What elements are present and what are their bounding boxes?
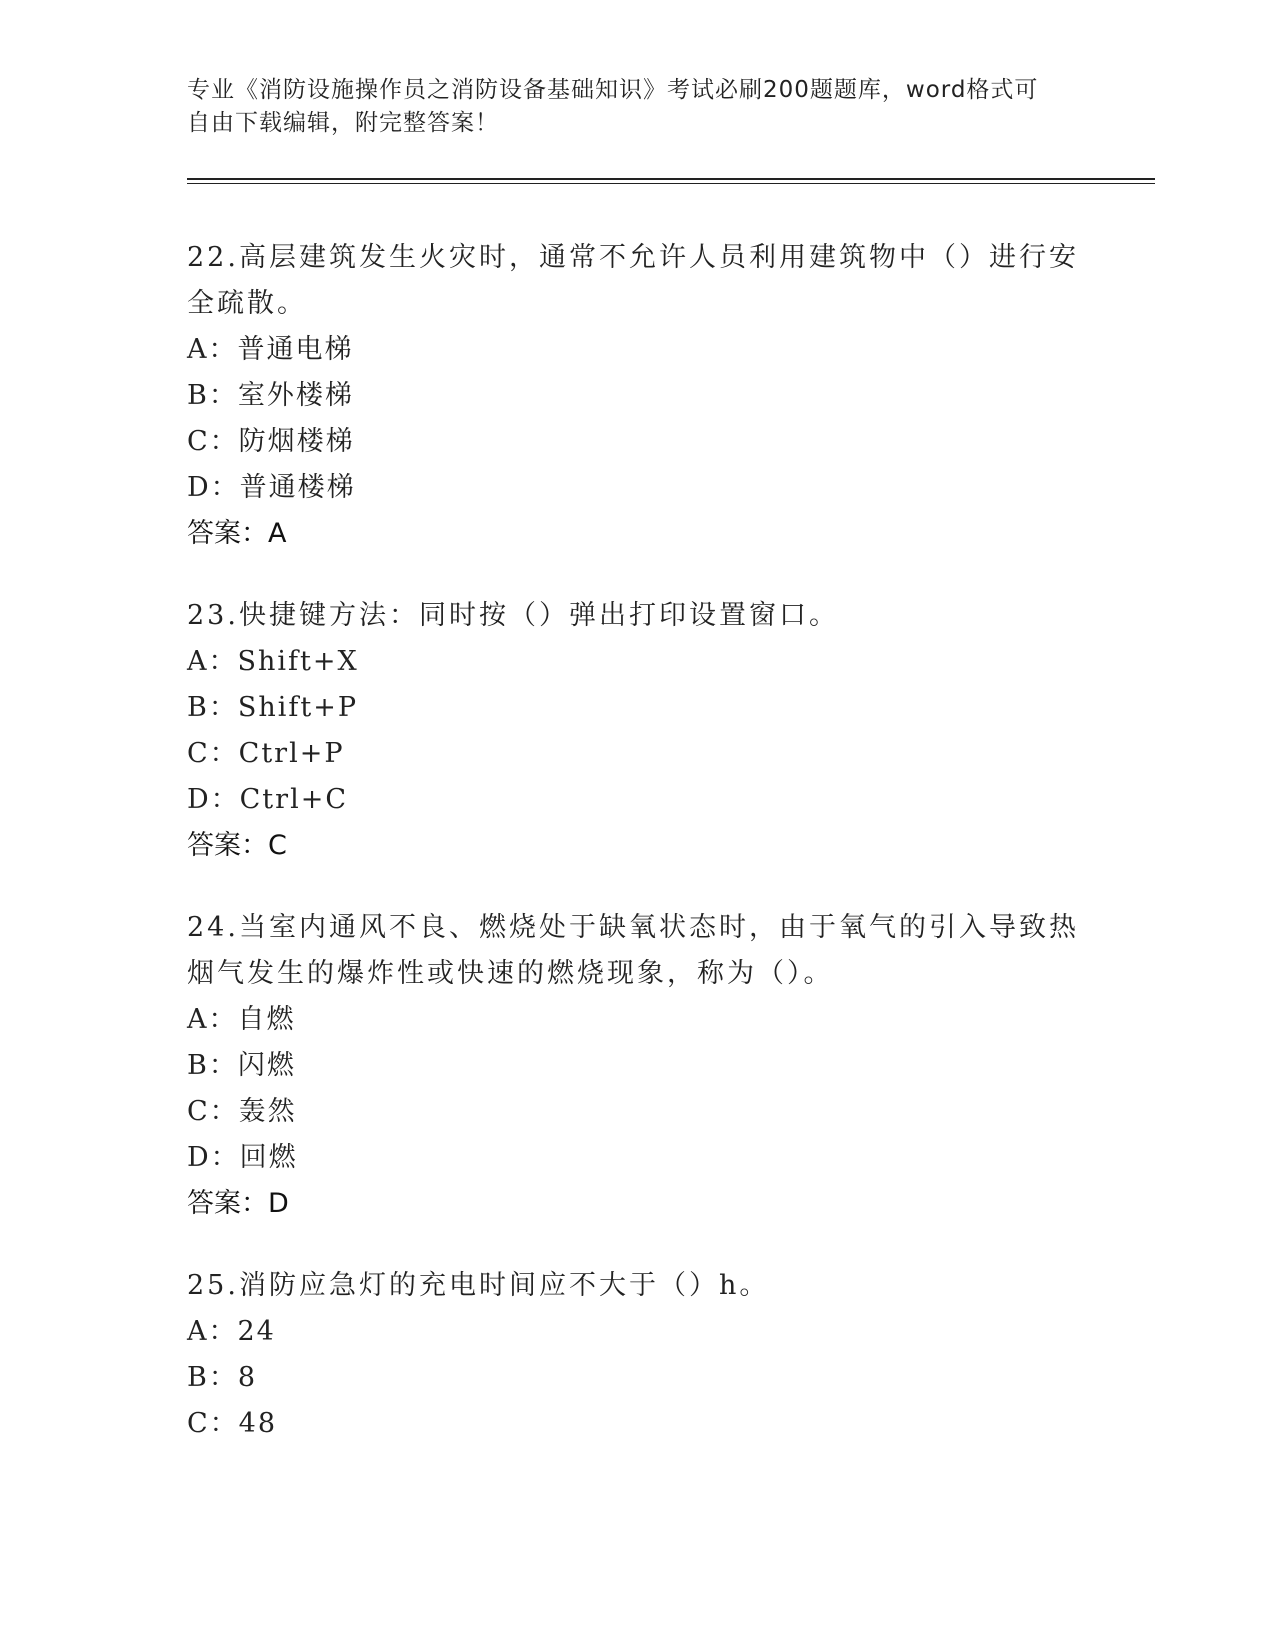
document-header (187, 74, 1067, 140)
question-list (187, 235, 1087, 1483)
answer-label: 答案：A (187, 518, 287, 549)
option-b: B：室外楼梯 (187, 380, 354, 411)
question-text: 23.快捷键方法：同时按（）弹出打印设置窗口。 (187, 600, 839, 631)
question-text: 24.当室内通风不良、燃烧处于缺氧状态时，由于氧气的引入导致热烟气发生的爆炸性或快速的燃烧现象，称为（）。 (187, 912, 1079, 989)
option-b: B：8 (187, 1362, 258, 1393)
question-25 (187, 1263, 1087, 1447)
option-c: C：48 (187, 1408, 278, 1439)
header-line-2: 自由下载编辑，附完整答案！ (187, 110, 499, 136)
option-a: A：自燃 (187, 1004, 296, 1035)
header-divider-bottom (187, 183, 1155, 184)
question-text: 25.消防应急灯的充电时间应不大于（）h。 (187, 1270, 770, 1301)
question-24 (187, 905, 1087, 1227)
option-c: C：轰然 (187, 1096, 297, 1127)
option-d: D：普通楼梯 (187, 472, 356, 503)
option-d: D：Ctrl+C (187, 784, 348, 815)
answer-label: 答案：C (187, 830, 287, 861)
question-23 (187, 593, 1087, 869)
answer-label: 答案：D (187, 1188, 289, 1219)
question-22 (187, 235, 1087, 557)
option-d: D：回燃 (187, 1142, 298, 1173)
header-divider-top (187, 178, 1155, 180)
option-a: A：Shift+X (187, 646, 359, 677)
header-line-1: 专业《消防设施操作员之消防设备基础知识》考试必刷200题题库，word格式可 (187, 77, 1039, 103)
option-b: B：Shift+P (187, 692, 358, 723)
option-c: C：Ctrl+P (187, 738, 345, 769)
question-text: 22.高层建筑发生火灾时，通常不允许人员利用建筑物中（）进行安全疏散。 (187, 242, 1079, 319)
option-b: B：闪燃 (187, 1050, 296, 1081)
option-a: A：24 (187, 1316, 276, 1347)
option-a: A：普通电梯 (187, 334, 354, 365)
option-c: C：防烟楼梯 (187, 426, 355, 457)
